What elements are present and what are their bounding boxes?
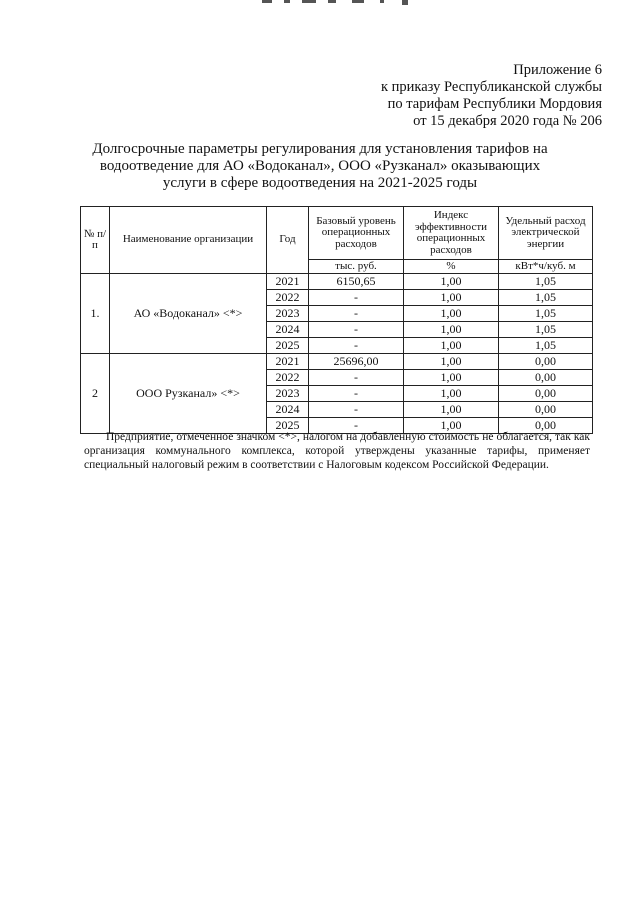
footnote: Предприятие, отмеченное значком <*>, налогом на добавленную стоимость не облагается, так как организация коммунального комплекса, которой утверждены указанные тарифы, применяет специальный налоговый режим в соответствии с Налоговым кодексом Российской Федерации. xyxy=(84,431,590,471)
cell-efficiency-index: 1,00 xyxy=(404,322,499,338)
cell-year: 2023 xyxy=(267,386,309,402)
cell-energy: 1,05 xyxy=(499,338,593,354)
unit-energy-consumption: кВт*ч/куб. м xyxy=(499,260,593,274)
cell-efficiency-index: 1,00 xyxy=(404,418,499,434)
cell-energy: 0,00 xyxy=(499,354,593,370)
cell-year: 2024 xyxy=(267,402,309,418)
cell-efficiency-index: 1,00 xyxy=(404,354,499,370)
appendix-line: Приложение 6 xyxy=(513,62,602,78)
header-base-level: Базовый уровень операционных расходов xyxy=(309,207,404,260)
appendix-header xyxy=(381,62,602,130)
document-title: Долгосрочные параметры регулирования для установления тарифов на водоотведение для АО «Водоканал», ООО «Рузканал» оказывающих услуги в сфере водоотведения на 2021-2025 годы xyxy=(92,141,548,191)
org-num: 1. xyxy=(81,274,110,354)
scan-artifact xyxy=(262,0,412,6)
cell-efficiency-index: 1,00 xyxy=(404,386,499,402)
cell-efficiency-index: 1,00 xyxy=(404,306,499,322)
org-name: ООО Рузканал» <*> xyxy=(110,354,267,434)
cell-base-level: 25696,00 xyxy=(309,354,404,370)
header-year: Год xyxy=(267,207,309,274)
cell-energy: 1,05 xyxy=(499,306,593,322)
appendix-line: по тарифам Республики Мордовия xyxy=(387,96,602,112)
cell-base-level: - xyxy=(309,370,404,386)
cell-year: 2023 xyxy=(267,306,309,322)
cell-energy: 0,00 xyxy=(499,418,593,434)
parameters-table xyxy=(80,206,593,434)
cell-energy: 0,00 xyxy=(499,386,593,402)
cell-energy: 0,00 xyxy=(499,402,593,418)
cell-year: 2022 xyxy=(267,290,309,306)
cell-energy: 0,00 xyxy=(499,370,593,386)
header-org-name: Наименование организации xyxy=(110,207,267,274)
cell-base-level: 6150,65 xyxy=(309,274,404,290)
cell-base-level: - xyxy=(309,338,404,354)
cell-year: 2025 xyxy=(267,418,309,434)
table-row xyxy=(81,274,593,290)
cell-efficiency-index: 1,00 xyxy=(404,338,499,354)
org-name: АО «Водоканал» <*> xyxy=(110,274,267,354)
header-energy-consumption: Удельный расход электрической энергии xyxy=(499,207,593,260)
cell-base-level: - xyxy=(309,306,404,322)
appendix-line: от 15 декабря 2020 года № 206 xyxy=(413,113,602,129)
table-row xyxy=(81,354,593,370)
unit-efficiency-index: % xyxy=(404,260,499,274)
cell-base-level: - xyxy=(309,418,404,434)
cell-base-level: - xyxy=(309,290,404,306)
cell-energy: 1,05 xyxy=(499,274,593,290)
cell-efficiency-index: 1,00 xyxy=(404,274,499,290)
cell-year: 2021 xyxy=(267,354,309,370)
cell-energy: 1,05 xyxy=(499,322,593,338)
header-efficiency-index: Индекс эффективности операционных расходов xyxy=(404,207,499,260)
cell-energy: 1,05 xyxy=(499,290,593,306)
org-num: 2 xyxy=(81,354,110,434)
cell-efficiency-index: 1,00 xyxy=(404,402,499,418)
unit-base-level: тыс. руб. xyxy=(309,260,404,274)
cell-base-level: - xyxy=(309,386,404,402)
cell-efficiency-index: 1,00 xyxy=(404,290,499,306)
cell-year: 2021 xyxy=(267,274,309,290)
appendix-line: к приказу Республиканской службы xyxy=(380,79,602,95)
cell-base-level: - xyxy=(309,402,404,418)
cell-year: 2025 xyxy=(267,338,309,354)
cell-base-level: - xyxy=(309,322,404,338)
cell-year: 2022 xyxy=(267,370,309,386)
cell-year: 2024 xyxy=(267,322,309,338)
cell-efficiency-index: 1,00 xyxy=(404,370,499,386)
header-num: № п/п xyxy=(81,207,110,274)
